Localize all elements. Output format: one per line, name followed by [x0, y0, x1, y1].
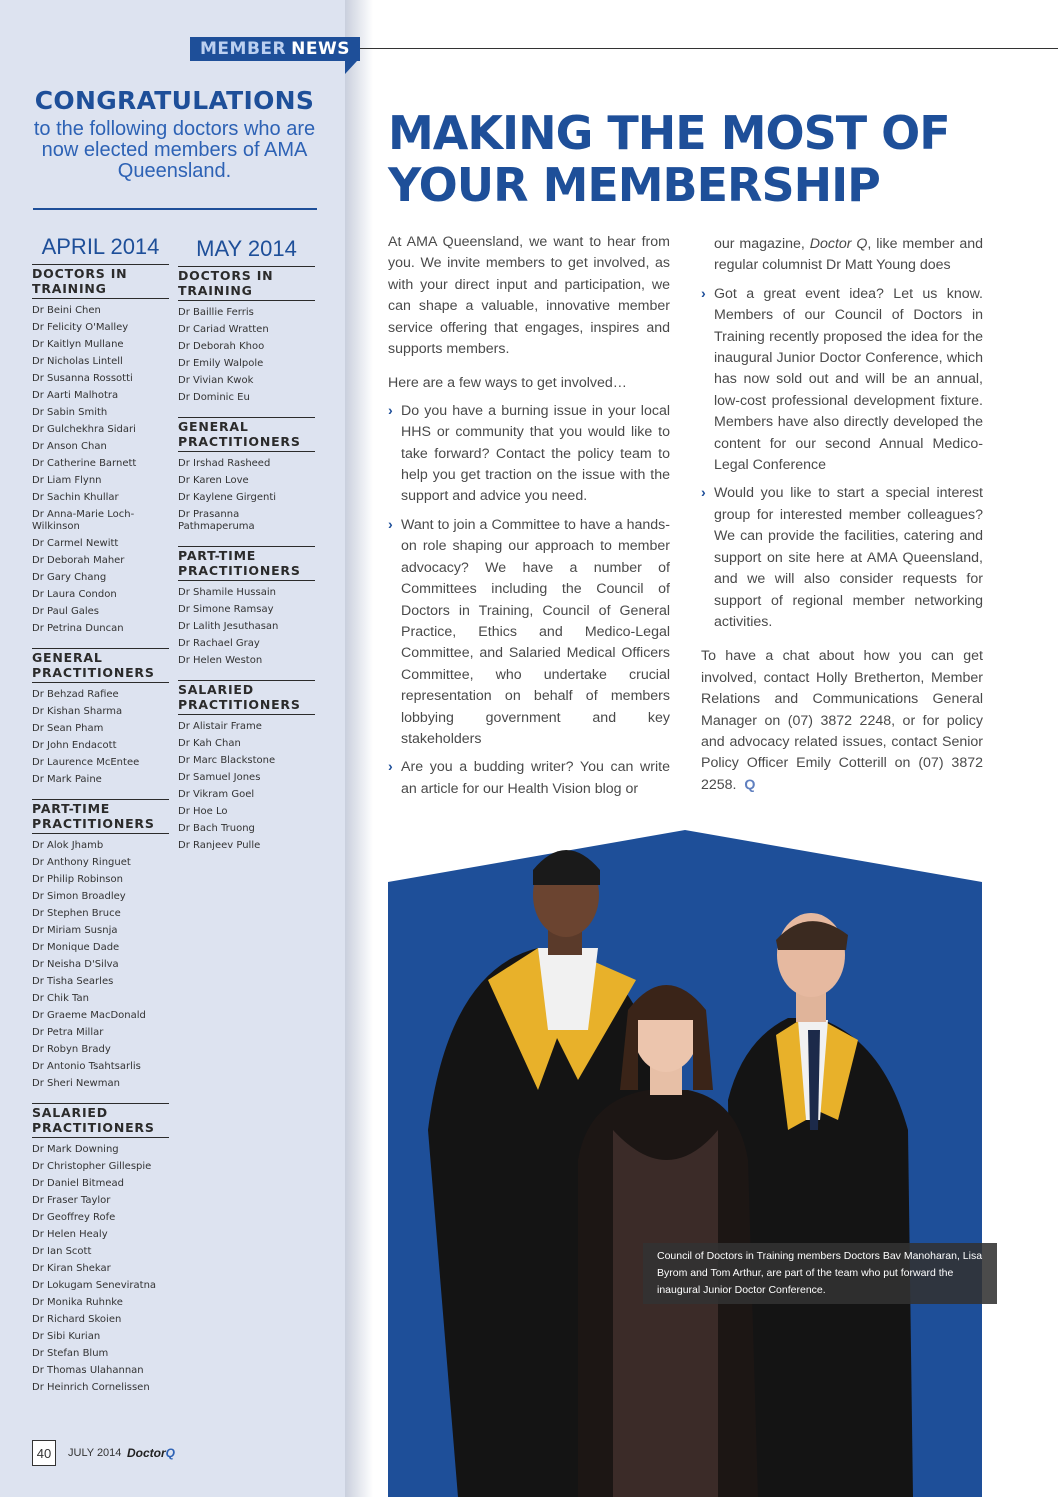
- page-number: 40: [32, 1440, 56, 1466]
- bullet-text: Would you like to start a special interest group for interested member colleagues? We can provide the facilities, catering and support on site here at AMA Queensland, and we will also consider requests for support of regional member networking activities.: [714, 485, 983, 630]
- section-tag: [190, 37, 360, 61]
- member-name: Dr Neisha D'Silva: [32, 959, 119, 970]
- member-name: Dr Fraser Taylor: [32, 1195, 111, 1206]
- bullet-text: Do you have a burning issue in your local HHS or community that you would like to take forward? Contact the policy team to help you get traction on the issue with the support and advice you need.: [401, 402, 670, 505]
- name-list: [178, 307, 315, 404]
- member-name: Dr Gary Chang: [32, 572, 107, 583]
- member-name: Dr Sabin Smith: [32, 407, 108, 418]
- member-name: Dr Irshad Rasheed: [178, 458, 271, 469]
- member-name: Dr Laura Condon: [32, 589, 117, 600]
- member-name: Dr Mark Paine: [32, 774, 102, 785]
- chevron-right-icon: ›: [701, 485, 706, 502]
- article-headline: MAKING THE MOST OF YOUR MEMBERSHIP: [388, 106, 950, 212]
- member-name: Dr Richard Skoien: [32, 1314, 122, 1325]
- category-heading: GENERAL PRACTITIONERS: [32, 648, 169, 683]
- name-list: [178, 587, 315, 667]
- name-list: [178, 458, 315, 533]
- member-name: Dr Tisha Searles: [32, 976, 114, 987]
- member-name: Dr Helen Weston: [178, 655, 263, 666]
- member-name: Dr Ian Scott: [32, 1246, 92, 1257]
- chevron-right-icon: ›: [388, 759, 393, 776]
- member-name: Dr Vikram Goel: [178, 789, 255, 800]
- member-name: Dr Dominic Eu: [178, 392, 250, 403]
- member-name: Dr Kiran Shekar: [32, 1263, 111, 1274]
- team-photo: [388, 830, 982, 1497]
- congrats-subtitle: to the following doctors who are now elected members of AMA Queensland.: [33, 118, 316, 182]
- section-tag-part2: NEWS: [291, 39, 350, 59]
- month-heading: APRIL 2014: [41, 234, 160, 259]
- member-name: Dr Anson Chan: [32, 441, 107, 452]
- member-name: Dr Sachin Khullar: [32, 492, 119, 503]
- congrats-rule: [33, 208, 317, 210]
- bullet-text: Want to join a Committee to have a hands-on role shaping our approach to member advocacy? We have a number of Committees including the Council of Doctors in Training, Council of General Practice, Ethics and Medico-Legal Committee, and Salaried Medical Officers Committee, who undertake crucial representation on behalf of members lobbying government and key stakeholders: [401, 516, 670, 747]
- name-list: [32, 840, 169, 1090]
- article-intro: At AMA Queensland, we want to hear from you. We invite members to get involved, as with your direct input and participation, we can shape a valuable, innovative member service offering that engages, inspires and supports members.: [388, 234, 670, 358]
- member-name: Dr Monique Dade: [32, 942, 120, 953]
- chevron-right-icon: ›: [388, 516, 393, 533]
- member-name: Dr Petra Millar: [32, 1027, 104, 1038]
- member-name: Dr Monika Ruhnke: [32, 1297, 123, 1308]
- member-name: Dr Liam Flynn: [32, 475, 102, 486]
- member-name: Dr Sibi Kurian: [32, 1331, 101, 1342]
- member-name: Dr Simon Broadley: [32, 891, 126, 902]
- category-heading: GENERAL PRACTITIONERS: [178, 417, 315, 452]
- header-rule: [355, 48, 1058, 49]
- may-column: [178, 236, 315, 865]
- member-name: Dr Petrina Duncan: [32, 623, 124, 634]
- member-name: Dr Catherine Barnett: [32, 458, 137, 469]
- article-lead: Here are a few ways to get involved…: [388, 375, 627, 392]
- member-name: Dr Prasanna Pathmaperuma: [178, 509, 255, 532]
- category-heading: PART-TIME PRACTITIONERS: [32, 799, 169, 834]
- member-name: Dr Kaylene Girgenti: [178, 492, 277, 503]
- member-name: Dr Sean Pham: [32, 723, 104, 734]
- member-name: Dr Carmel Newitt: [32, 538, 119, 549]
- member-name: Dr Thomas Ulahannan: [32, 1365, 144, 1376]
- bullet-item: [388, 401, 670, 508]
- member-name: Dr Beini Chen: [32, 305, 101, 316]
- member-name: Dr Susanna Rossotti: [32, 373, 133, 384]
- member-name: Dr Nicholas Lintell: [32, 356, 123, 367]
- member-name: Dr Baillie Ferris: [178, 307, 254, 318]
- member-name: Dr Marc Blackstone: [178, 755, 276, 766]
- sidebar-shadow: [345, 0, 373, 1497]
- bullet-item: [388, 515, 670, 750]
- name-list: [178, 721, 315, 852]
- member-name: Dr Stephen Bruce: [32, 908, 121, 919]
- member-name: Dr Deborah Khoo: [178, 341, 265, 352]
- member-name: Dr Cariad Wratten: [178, 324, 269, 335]
- bullet-text-b: , like member and regular columnist Dr Matt Young does: [714, 236, 983, 274]
- member-name: Dr Rachael Gray: [178, 638, 260, 649]
- member-name: Dr Geoffrey Rofe: [32, 1212, 116, 1223]
- category-heading: SALARIED PRACTITIONERS: [32, 1103, 169, 1138]
- member-name: Dr Stefan Blum: [32, 1348, 109, 1359]
- member-name: Dr Hoe Lo: [178, 806, 228, 817]
- april-column: [32, 234, 169, 1407]
- bullet-item: [388, 757, 670, 800]
- article-column-2: [701, 234, 983, 809]
- bullet-item: [701, 483, 983, 633]
- chevron-right-icon: ›: [701, 285, 706, 302]
- name-list: [32, 1144, 169, 1394]
- member-name: Dr Bach Truong: [178, 823, 255, 834]
- member-name: Dr Shamile Hussain: [178, 587, 276, 598]
- end-mark: Q: [744, 776, 756, 793]
- name-list: [32, 689, 169, 786]
- magazine-name-a: Doctor: [127, 1446, 166, 1460]
- photo-caption: Council of Doctors in Training members Doctors Bav Manoharan, Lisa Byrom and Tom Arthur, are part of the team who put forward the inaugural Junior Doctor Conference.: [643, 1243, 997, 1304]
- article-column-1: [388, 232, 670, 807]
- magazine-title: Doctor Q: [809, 236, 868, 252]
- bullet-text: Are you a budding writer? You can write an article for our Health Vision blog or: [401, 759, 670, 797]
- congrats-title: CONGRATULATIONS: [34, 86, 315, 115]
- member-name: Dr Ranjeev Pulle: [178, 840, 261, 851]
- member-name: Dr Daniel Bitmead: [32, 1178, 124, 1189]
- month-heading: MAY 2014: [196, 236, 297, 261]
- member-name: Dr Karen Love: [178, 475, 249, 486]
- member-name: Dr Graeme MacDonald: [32, 1010, 146, 1021]
- issue-date: JULY 2014: [68, 1447, 122, 1459]
- member-name: Dr Samuel Jones: [178, 772, 261, 783]
- member-name: Dr Chik Tan: [32, 993, 89, 1004]
- member-name: Dr Miriam Susnja: [32, 925, 118, 936]
- member-name: Dr Vivian Kwok: [178, 375, 254, 386]
- bullet-text: Got a great event idea? Let us know. Members of our Council of Doctors in Training recently proposed the idea for the inaugural Junior Doctor Conference, which has now sold out and will be an annual, low-cost professional development fixture. Members have also directly developed the content for our second Annual Medico-Legal Conference: [714, 285, 983, 474]
- category-heading: PART-TIME PRACTITIONERS: [178, 546, 315, 581]
- bullet-continuation: [701, 234, 983, 277]
- name-list: [32, 305, 169, 635]
- section-tag-part1: MEMBER: [200, 39, 287, 59]
- member-name: Dr Felicity O'Malley: [32, 322, 129, 333]
- member-name: Dr Paul Gales: [32, 606, 100, 617]
- member-name: Dr Helen Healy: [32, 1229, 108, 1240]
- member-name: Dr Kishan Sharma: [32, 706, 123, 717]
- member-name: Dr Alistair Frame: [178, 721, 262, 732]
- bullet-item: [701, 284, 983, 477]
- member-name: Dr Emily Walpole: [178, 358, 264, 369]
- member-name: Dr Simone Ramsay: [178, 604, 274, 615]
- member-name: Dr Sheri Newman: [32, 1078, 120, 1089]
- member-name: Dr Anna-Marie Loch-Wilkinson: [32, 509, 135, 532]
- member-name: Dr Mark Downing: [32, 1144, 119, 1155]
- section-tag-notch: [345, 61, 357, 74]
- member-name: Dr Laurence McEntee: [32, 757, 140, 768]
- member-name: Dr Robyn Brady: [32, 1044, 111, 1055]
- member-name: Dr Aarti Malhotra: [32, 390, 119, 401]
- member-name: Dr Alok Jhamb: [32, 840, 104, 851]
- closing-text: To have a chat about how you can get involved, contact Holly Bretherton, Member Relations and Communications General Manager on (07) 3872 2248, or for policy and advocacy related issues, contact Senior Policy Officer Emily Cotterill on (07) 3872 2258.: [701, 648, 983, 793]
- member-name: Dr Lalith Jesuthasan: [178, 621, 279, 632]
- magazine-name: [127, 1446, 175, 1460]
- member-name: Dr Antonio Tsahtsarlis: [32, 1061, 141, 1072]
- member-name: Dr Kah Chan: [178, 738, 241, 749]
- member-name: Dr Philip Robinson: [32, 874, 123, 885]
- member-name: Dr Anthony Ringuet: [32, 857, 131, 868]
- member-name: Dr John Endacott: [32, 740, 117, 751]
- magazine-name-q: Q: [165, 1446, 176, 1460]
- bullet-text-a: our magazine,: [714, 236, 810, 252]
- member-name: Dr Deborah Maher: [32, 555, 125, 566]
- category-heading: SALARIED PRACTITIONERS: [178, 680, 315, 715]
- member-name: Dr Gulchekhra Sidari: [32, 424, 136, 435]
- chevron-right-icon: ›: [388, 402, 393, 419]
- member-name: Dr Lokugam Seneviratna: [32, 1280, 157, 1291]
- category-heading: DOCTORS IN TRAINING: [32, 264, 169, 299]
- article-closing: [701, 646, 983, 796]
- member-name: Dr Behzad Rafiee: [32, 689, 119, 700]
- member-name: Dr Kaitlyn Mullane: [32, 339, 124, 350]
- category-heading: DOCTORS IN TRAINING: [178, 266, 315, 301]
- member-name: Dr Christopher Gillespie: [32, 1161, 152, 1172]
- member-name: Dr Heinrich Cornelissen: [32, 1382, 150, 1393]
